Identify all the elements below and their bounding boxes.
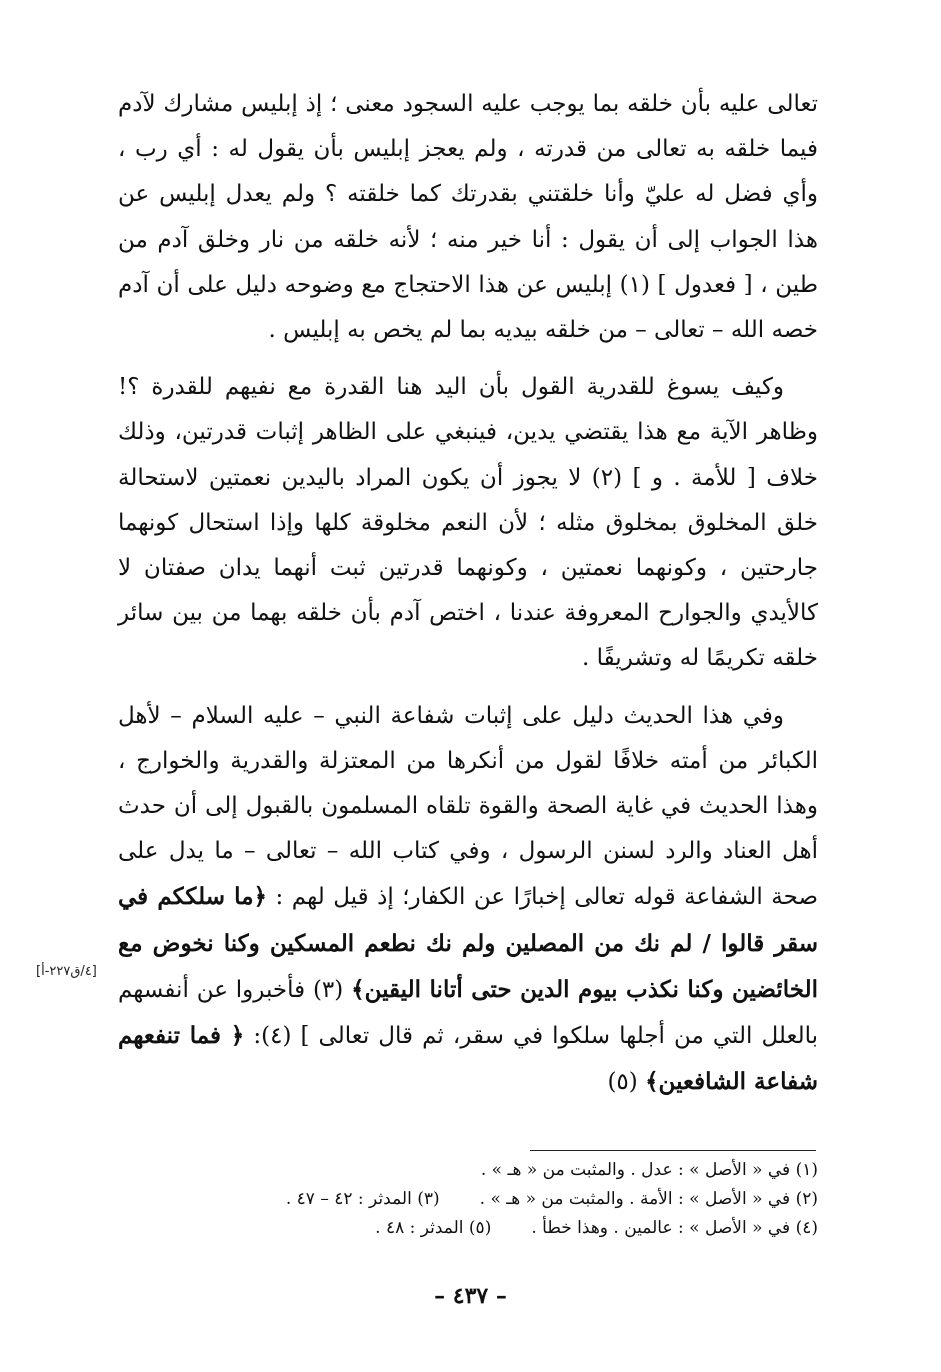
footnote-5: (٥) المدثر : ٤٨ .: [375, 1218, 492, 1238]
paragraph-3-text: وفي هذا الحديث دليل على إثبات شفاعة النبي – عليه السلام – لأهل الكبائر من أمته خلافًا لقول من أنكرها من المعتزلة والقدرية والخوارج ، وهذا الحديث في غاية الصحة والقوة تلقاه المسلمون بالقبول إلى أن حدث أهل العناد والرد لسنن الرسول ، وفي كتاب الله – تعالى – ما يدل على صحة الشفاعة قوله تعالى إخبارًا عن الكفار؛ إذ قيل لهم :: [118, 702, 818, 911]
footnote-line-1: [120, 1156, 818, 1185]
footnote-2: (٢) في « الأصل » : الأمة . والمثبت من « هـ » .: [479, 1189, 818, 1209]
quran-verse-2: ﴿ فما تنفعهم شفاعة الشافعين﴾: [118, 1022, 818, 1096]
footnote-1: (١) في « الأصل » : عدل . والمثبت من « هـ » .: [480, 1160, 818, 1180]
footnote-3: (٣) المدثر : ٤٢ – ٤٧ .: [285, 1189, 440, 1209]
quran-verse-1: ﴿ما سلككم في سقر قالوا / لم نك من المصلين ولم نك نطعم المسكين وكنا نخوض مع الخائضين وكنا نكذب بيوم الدين حتى أتانا اليقين﴾: [118, 883, 819, 1003]
footnote-line-2: [120, 1185, 818, 1214]
page-number: – ٤٣٧ –: [434, 1283, 507, 1309]
footnote-line-3: [120, 1214, 818, 1243]
footnote-4: (٤) في « الأصل » : عالمين . وهذا خطأ .: [531, 1218, 818, 1238]
paragraph-2-text: وكيف يسوغ للقدرية القول بأن اليد هنا القدرة مع نفيهم للقدرة ؟! وظاهر الآية مع هذا يقتضي يدين، فينبغي على الظاهر إثبات قدرتين، وذلك خلاف [ للأمة . و ] (٢) لا يجوز أن يكون المراد باليدين نعمتين لاستحالة خلق المخلوق بمخلوق مثله ؛ لأن النعم مخلوقة كلها وإذا استحال كونهما جارحتين ، وكونهما نعمتين ، وكونهما قدرتين ثبت أنهما يدان صفتان لا كالأيدي والجوارح المعروفة عندنا ، اختص آدم بأن خلقه بهما من بين سائر خلقه تكريمًا له وتشريفًا .: [118, 374, 818, 672]
paragraph-3: [118, 694, 818, 1106]
paragraph-1: تعالى عليه بأن خلقه بما يوجب عليه السجود معنى ؛ إذ إبليس مشارك لآدم فيما خلقه به تعالى من قدرته ، ولم يعجز إبليس بأن يقول له : أي رب ، وأي فضل له عليّ وأنا خلقتني بقدرتك كما خلقته ؟ ولم يعدل إبليس عن هذا الجواب إلى أن يقول : أنا خير منه ؛ لأنه خلقه من نار وخلق آدم من طين ، [ فعدول ] (١) إبليس عن هذا الاحتجاج مع وضوحه دليل على أن آدم خصه الله – تعالى – من خلقه بيديه بما لم يخص به إبليس .: [118, 91, 819, 344]
footnotes: [120, 1156, 818, 1243]
footnote-divider: [530, 1150, 816, 1151]
paragraph-2: [118, 365, 818, 681]
main-text: [118, 82, 818, 1105]
footnote-ref-5: (٥): [607, 1069, 638, 1096]
paragraph-3-continuation: (٣) فأخبروا عن أنفسهم بالعلل التي من أجلها سلكوا في سقر، ثم قال تعالى ] (٤):: [118, 976, 819, 1050]
manuscript-folio-note: [٤/ق٢٢٧-أ]: [36, 964, 97, 979]
